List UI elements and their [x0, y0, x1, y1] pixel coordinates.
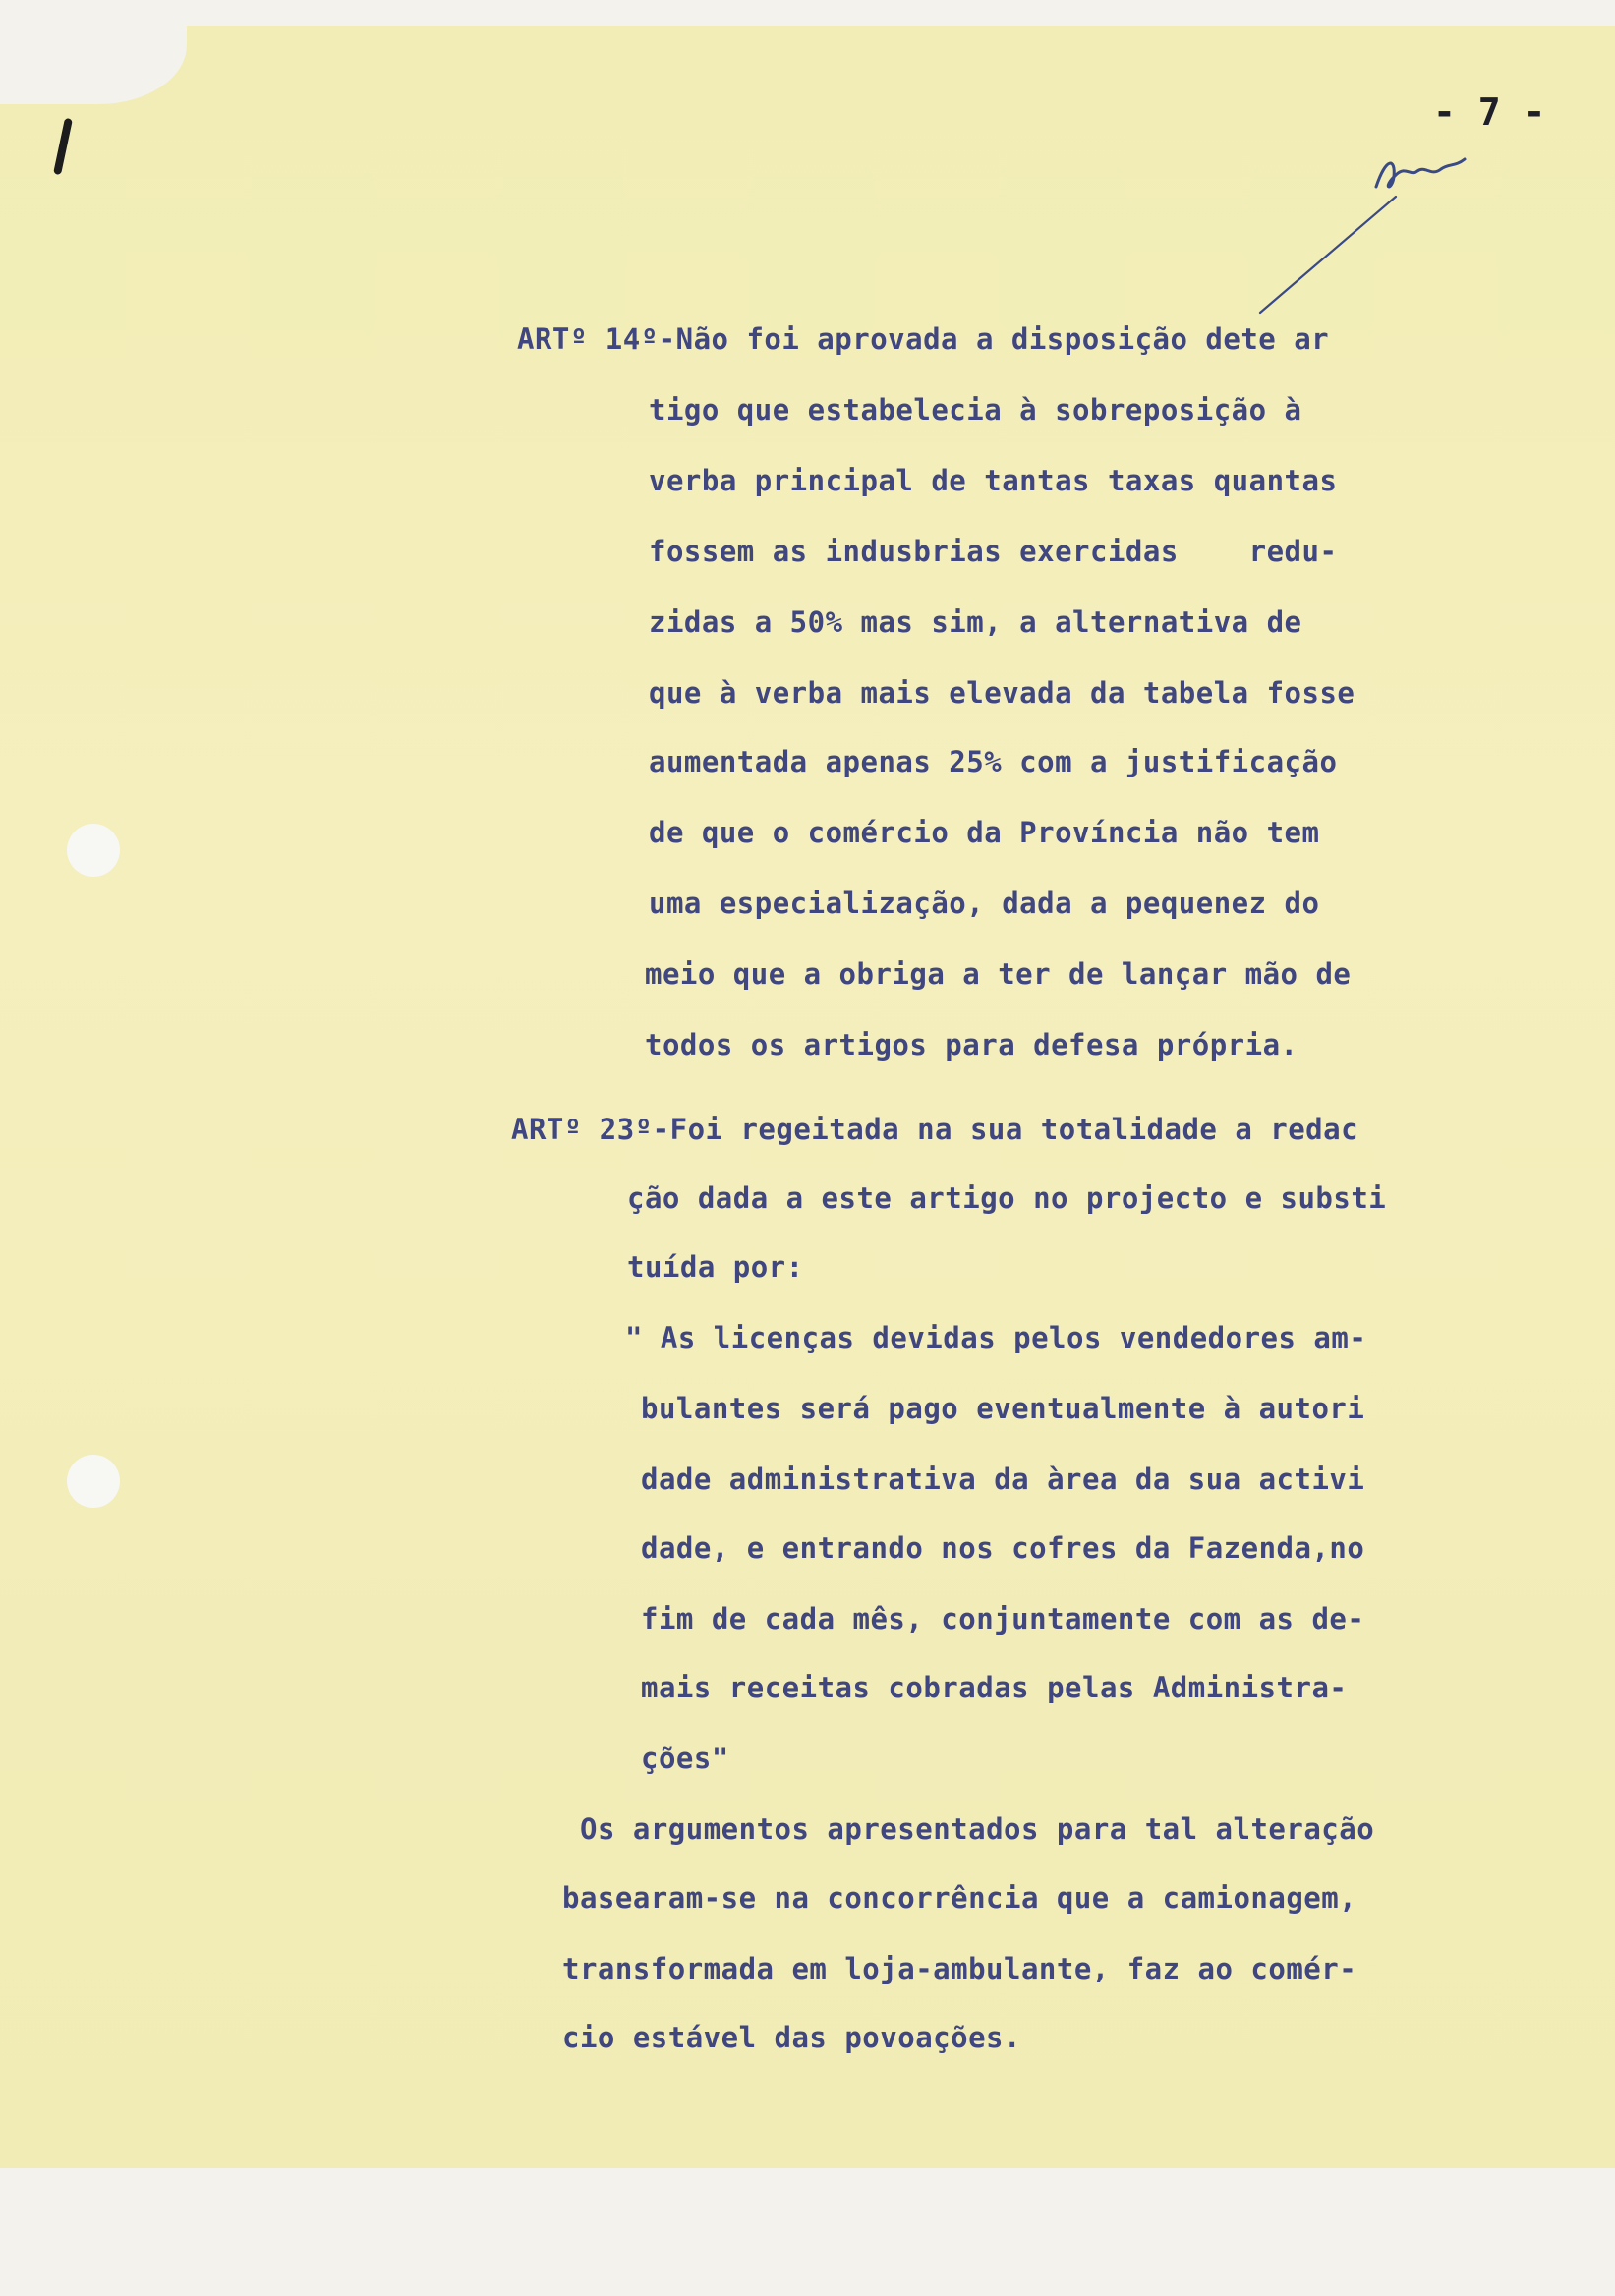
argument-line: Os argumentos apresentados para tal alteração — [580, 1812, 1375, 1846]
art14-line: fossem as indusbrias exercidas redu- — [649, 535, 1338, 568]
art14-line: que à verba mais elevada da tabela fosse — [649, 676, 1355, 710]
quote-line: " As licenças devidas pelos vendedores am- — [625, 1321, 1367, 1354]
punch-hole-bottom — [67, 1455, 120, 1508]
handwritten-initials — [1248, 138, 1484, 324]
art14-line: aumentada apenas 25% com a justificação — [649, 745, 1338, 778]
art23-line: ção dada a este artigo no projecto e substi — [627, 1181, 1387, 1215]
art23-line: ARTº 23º-Foi regeitada na sua totalidade a redac — [511, 1113, 1359, 1146]
quote-line: mais receitas cobradas pelas Administra- — [641, 1671, 1348, 1704]
punch-hole-top — [67, 824, 120, 877]
argument-line: basearam-se na concorrência que a camionagem, — [562, 1881, 1357, 1915]
quote-line: dade, e entrando nos cofres da Fazenda,no — [641, 1531, 1365, 1565]
art23-line: tuída por: — [627, 1250, 804, 1284]
page-number: - 7 - — [1433, 90, 1546, 134]
art14-line: todos os artigos para defesa própria. — [645, 1028, 1298, 1062]
art14-line: de que o comércio da Província não tem — [649, 816, 1320, 849]
quote-line: fim de cada mês, conjuntamente com as de- — [641, 1602, 1365, 1636]
argument-line: cio estável das povoações. — [562, 2021, 1021, 2054]
quote-line: dade administrativa da àrea da sua activi — [641, 1463, 1365, 1496]
art14-line: tigo que estabelecia à sobreposição à — [649, 393, 1302, 427]
art14-line: verba principal de tantas taxas quantas — [649, 464, 1338, 497]
quote-line: ções" — [641, 1742, 729, 1775]
art14-line: uma especialização, dada a pequenez do — [649, 887, 1320, 920]
art14-line: ARTº 14º-Não foi aprovada a disposição dete ar — [517, 322, 1330, 356]
art14-line: zidas a 50% mas sim, a alternativa de — [649, 605, 1302, 639]
quote-line: bulantes será pago eventualmente à autori — [641, 1392, 1365, 1425]
art14-line: meio que a obriga a ter de lançar mão de — [645, 957, 1352, 991]
argument-line: transformada em loja-ambulante, faz ao comér- — [562, 1952, 1357, 1985]
